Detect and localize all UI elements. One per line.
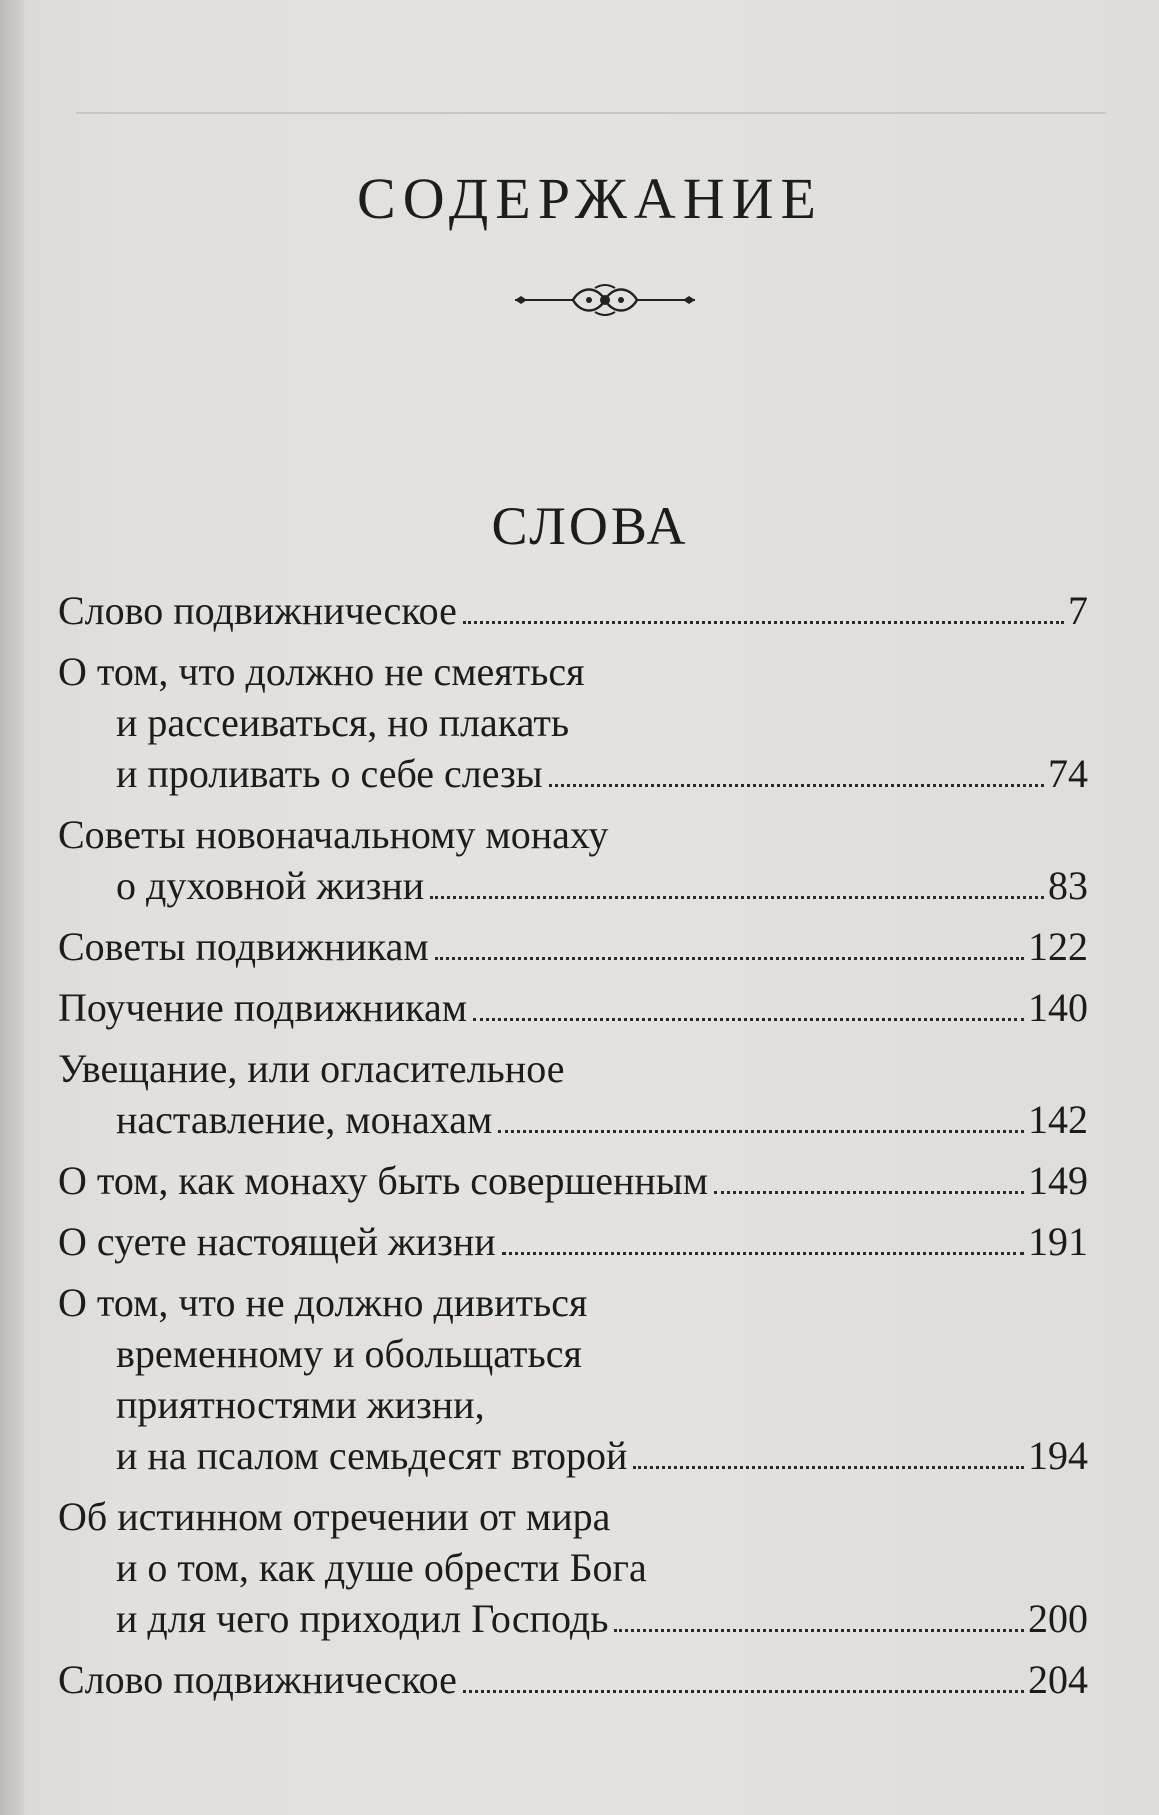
toc-entry-last-line bbox=[58, 1654, 1088, 1705]
toc-entry-last-line bbox=[58, 860, 1088, 911]
dot-leader bbox=[435, 956, 1024, 960]
page-number: 7 bbox=[1068, 588, 1088, 633]
toc-entry-line: и рассеиваться, но плакать bbox=[116, 700, 570, 745]
toc-entry-line: Советы новоначальному монаху bbox=[58, 812, 609, 857]
toc-entry bbox=[58, 1277, 1088, 1481]
table-of-contents bbox=[58, 585, 1088, 1715]
toc-entry-line: Увещание, или огласительное bbox=[58, 1046, 565, 1091]
page-number: 74 bbox=[1048, 751, 1088, 796]
page-title: СОДЕРЖАНИЕ bbox=[357, 166, 823, 231]
page-number: 149 bbox=[1028, 1158, 1088, 1203]
page-number: 142 bbox=[1028, 1097, 1088, 1142]
toc-entry-line: о духовной жизни bbox=[116, 863, 425, 908]
dot-leader bbox=[614, 1628, 1024, 1632]
toc-entry-line: и на псалом семьдесят второй bbox=[116, 1433, 628, 1478]
toc-entry-last-line bbox=[58, 1216, 1088, 1267]
toc-entry-last-line bbox=[58, 1593, 1088, 1644]
toc-entry-last-line bbox=[58, 921, 1088, 972]
toc-entry-line: Слово подвижническое bbox=[58, 1657, 457, 1702]
toc-entry-last-line bbox=[58, 1094, 1088, 1145]
page-number: 204 bbox=[1028, 1657, 1088, 1702]
page-number: 194 bbox=[1028, 1433, 1088, 1478]
toc-entry bbox=[58, 1155, 1088, 1206]
dot-leader bbox=[498, 1129, 1024, 1133]
toc-entry bbox=[58, 1216, 1088, 1267]
dot-leader bbox=[430, 895, 1044, 899]
dot-leader bbox=[463, 620, 1064, 624]
page-number: 122 bbox=[1028, 924, 1088, 969]
toc-entry-last-line bbox=[58, 748, 1088, 799]
book-spine-shadow bbox=[0, 0, 24, 1815]
toc-entry-line: наставление, монахам bbox=[116, 1097, 493, 1142]
dot-leader bbox=[714, 1190, 1024, 1194]
toc-entry bbox=[58, 809, 1088, 911]
page-number: 200 bbox=[1028, 1596, 1088, 1641]
toc-entry-line: и проливать о себе слезы bbox=[116, 751, 543, 796]
toc-entry bbox=[58, 982, 1088, 1033]
toc-entry bbox=[58, 646, 1088, 799]
dot-leader bbox=[502, 1251, 1024, 1255]
toc-entry-line: Об истинном отречении от мира bbox=[58, 1494, 611, 1539]
page-number: 140 bbox=[1028, 985, 1088, 1030]
dot-leader bbox=[549, 783, 1044, 787]
toc-entry-line: приятностями жизни, bbox=[116, 1382, 485, 1427]
toc-entry-last-line bbox=[58, 585, 1088, 636]
toc-entry-line: и о том, как душе обрести Бога bbox=[116, 1545, 647, 1590]
page-number: 191 bbox=[1028, 1219, 1088, 1264]
bleed-through-header bbox=[76, 48, 1106, 114]
toc-entry-line: Поучение подвижникам bbox=[58, 985, 468, 1030]
toc-entry-line: Советы подвижникам bbox=[58, 924, 429, 969]
toc-entry-last-line bbox=[58, 1155, 1088, 1206]
toc-entry-line: и для чего приходил Господь bbox=[116, 1596, 609, 1641]
toc-entry-last-line bbox=[58, 1430, 1088, 1481]
toc-entry bbox=[58, 585, 1088, 636]
section-heading: СЛОВА bbox=[491, 496, 689, 556]
decorative-ornament-icon bbox=[505, 280, 705, 320]
toc-entry-line: О том, как монаху быть совершенным bbox=[58, 1158, 709, 1203]
dot-leader bbox=[633, 1465, 1024, 1469]
dot-leader bbox=[463, 1689, 1024, 1693]
toc-entry-line: О суете настоящей жизни bbox=[58, 1219, 496, 1264]
toc-entry-last-line bbox=[58, 982, 1088, 1033]
page-number: 83 bbox=[1048, 863, 1088, 908]
toc-entry-line: временному и обольщаться bbox=[116, 1331, 582, 1376]
toc-entry bbox=[58, 1654, 1088, 1705]
toc-entry-line: О том, что должно не смеяться bbox=[58, 649, 585, 694]
toc-entry-line: О том, что не должно дивиться bbox=[58, 1280, 588, 1325]
toc-entry bbox=[58, 1491, 1088, 1644]
toc-entry bbox=[58, 1043, 1088, 1145]
toc-entry-line: Слово подвижническое bbox=[58, 588, 457, 633]
toc-entry bbox=[58, 921, 1088, 972]
dot-leader bbox=[473, 1017, 1024, 1021]
